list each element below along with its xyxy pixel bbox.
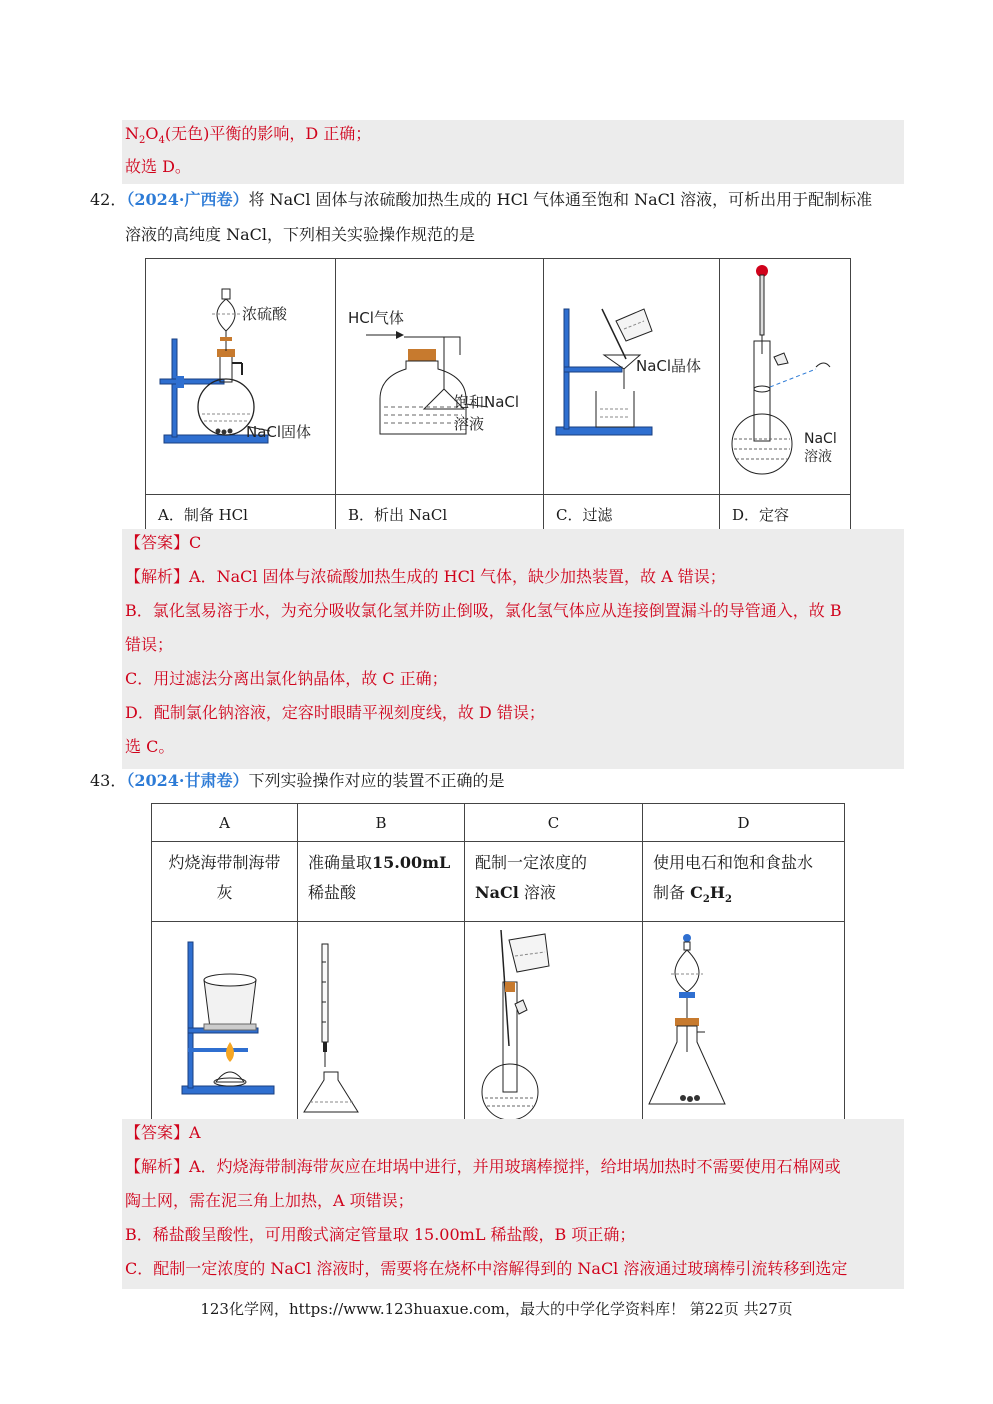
q43-options-table: [151, 803, 845, 1133]
crucible-burning-apparatus: [152, 922, 297, 1128]
q42-answer-block: [122, 529, 904, 769]
q42-figure-d: [720, 259, 851, 495]
q42-stem-line-1: 42．（2024·广西卷）将 NaCl 固体与浓硫酸加热生成的 HCl 气体通至饱和 NaCl 溶液，可析出用于配制标准: [90, 190, 873, 209]
previous-analysis-line-2: 故选 D。: [125, 157, 191, 176]
q43-header-b: B: [298, 804, 465, 842]
q43-analysis-line-4: C．配制一定浓度的 NaCl 溶液时，需要将在烧杯中溶解得到的 NaCl 溶液通过玻璃棒引流转移到选定: [125, 1259, 848, 1278]
svg-text:溶液: 溶液: [454, 415, 485, 433]
q43-desc-b: 准确量取15.00mL 稀盐酸: [298, 842, 465, 922]
svg-text:NaCl晶体: NaCl晶体: [636, 357, 702, 375]
solution-transfer-setup: [465, 922, 642, 1128]
q42-source: （2024·广西卷）: [126, 190, 249, 209]
q43-analysis-line-2: 陶土网，需在泥三角上加热，A 项错误；: [125, 1191, 414, 1210]
q42-answer: 【答案】C: [125, 533, 202, 552]
q42-figure-b: [336, 259, 544, 495]
q43-figure-b: [298, 922, 465, 1133]
q42-options-table: [145, 258, 851, 535]
q42-caption-a: A．制备 HCl: [146, 495, 336, 535]
q43-source: （2024·甘肃卷）: [126, 771, 249, 790]
svg-text:溶液: 溶液: [804, 449, 832, 465]
q42-caption-d: D．定容: [720, 495, 851, 535]
page-footer: 123化学网，https://www.123huaxue.com，最大的中学化学资料库！ 第22页 共27页: [200, 1300, 793, 1318]
q43-figure-a: [152, 922, 298, 1133]
q42-analysis-line-2: B．氯化氢易溶于水，为充分吸收氯化氢并防止倒吸，氯化氢气体应从连接倒置漏斗的导管通入，故 B: [125, 601, 842, 620]
q43-analysis-line-3: B．稀盐酸呈酸性，可用酸式滴定管量取 15.00mL 稀盐酸，B 项正确；: [125, 1225, 636, 1244]
gas-washing-bottle: [336, 259, 543, 490]
burette-and-flask: [298, 922, 464, 1128]
svg-text:浓硫酸: 浓硫酸: [242, 305, 288, 323]
svg-text:NaCl固体: NaCl固体: [246, 423, 312, 441]
volumetric-flask-setup: [720, 259, 850, 490]
q43-desc-a: 灼烧海带制海带 灰: [152, 842, 298, 922]
q43-stem: 43．（2024·甘肃卷）下列实验操作对应的装置不正确的是: [90, 771, 505, 790]
q42-analysis-line-5: D．配制氯化钠溶液，定容时眼睛平视刻度线，故 D 错误；: [125, 703, 545, 722]
previous-analysis-line-1: $N_2O_4$(无色)平衡的影响，D 正确；: [125, 124, 372, 147]
q43-analysis-line-1: 【解析】A．灼烧海带制海带灰应在坩埚中进行，并用玻璃棒搅拌，给坩埚加热时不需要使用石棉网或: [125, 1157, 841, 1176]
hcl-generator-apparatus: [146, 259, 335, 490]
q43-figure-c: [465, 922, 643, 1133]
q42-caption-c: C．过滤: [544, 495, 720, 535]
svg-text:饱和NaCl: 饱和NaCl: [454, 393, 520, 411]
svg-text:NaCl: NaCl: [804, 431, 837, 447]
q43-figure-d: [643, 922, 845, 1133]
q42-analysis-line-1: 【解析】A．NaCl 固体与浓硫酸加热生成的 HCl 气体，缺少加热装置，故 A 错误；: [125, 567, 726, 586]
q42-stem-line-2: 溶液的高纯度 NaCl，下列相关实验操作规范的是: [125, 225, 475, 244]
q42-caption-b: B．析出 NaCl: [336, 495, 544, 535]
svg-text:HCl气体: HCl气体: [348, 309, 404, 327]
q43-desc-c: 配制一定浓度的 NaCl 溶液: [465, 842, 643, 922]
filtration-apparatus: [544, 259, 719, 490]
q43-answer: 【答案】A: [125, 1123, 201, 1142]
q42-figure-c: [544, 259, 720, 495]
q42-figure-a: [146, 259, 336, 495]
q42-analysis-line-6: 选 C。: [125, 737, 175, 756]
q43-header-a: A: [152, 804, 298, 842]
q42-analysis-line-3: 错误；: [125, 635, 174, 654]
q42-analysis-line-4: C．用过滤法分离出氯化钠晶体，故 C 正确；: [125, 669, 448, 688]
q43-header-d: D: [643, 804, 845, 842]
q43-header-c: C: [465, 804, 643, 842]
acetylene-generator: [643, 922, 844, 1128]
q43-desc-d: 使用电石和饱和食盐水 制备 $C_2H_2$: [643, 842, 845, 922]
